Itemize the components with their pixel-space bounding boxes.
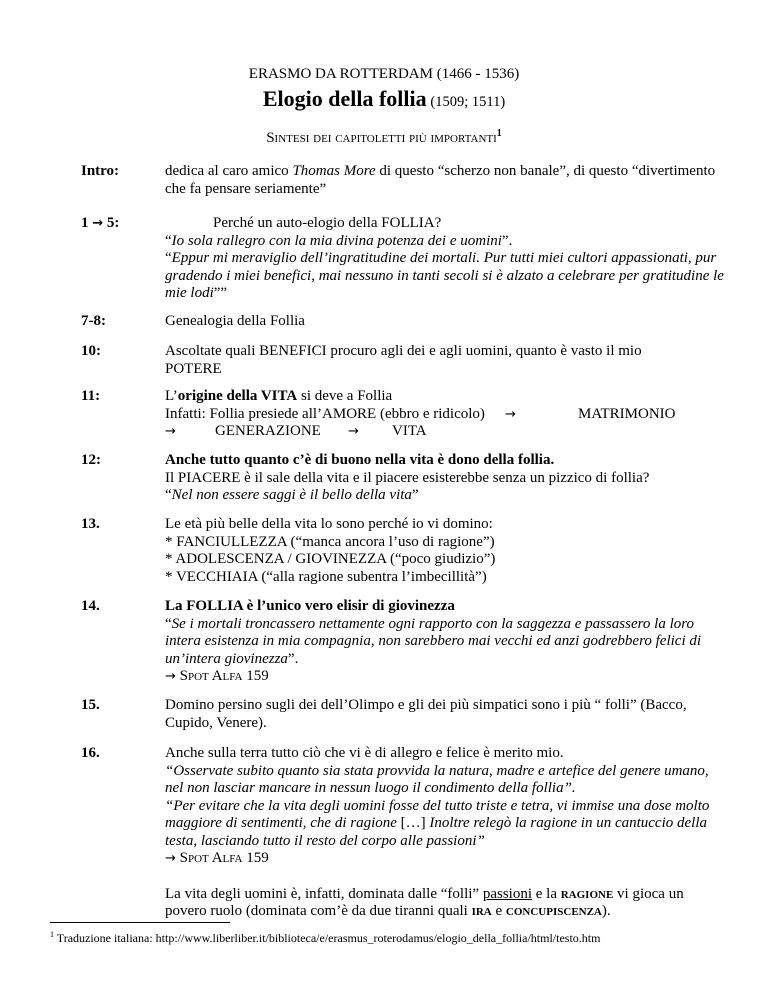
subtitle-text: Sintesi dei capitoletti più importanti bbox=[266, 130, 497, 146]
entry-text bbox=[165, 215, 725, 303]
arrow-right-icon: → bbox=[92, 216, 104, 231]
entry-label: 14. bbox=[81, 598, 100, 614]
text-line: Perché un auto-elogio della FOLLIA? bbox=[213, 215, 442, 231]
text-line: Le età più belle della vita lo sono perché io vi domino: bbox=[165, 516, 493, 532]
text-span: VITA bbox=[392, 423, 427, 439]
text-span: Thomas More bbox=[292, 163, 376, 179]
document-title: Elogio della follia bbox=[262, 86, 427, 111]
arrow-right-icon: → bbox=[165, 669, 176, 684]
entry-text bbox=[165, 388, 725, 441]
document-dates: (1509; 1511) bbox=[430, 94, 506, 110]
document-title-line bbox=[0, 86, 768, 112]
footnote bbox=[50, 930, 600, 946]
entry-label: 11: bbox=[81, 388, 101, 404]
footnote-marker: 1 bbox=[496, 128, 502, 139]
entry-text: Domino persino sugli dei dell’Olimpo e gli dei più simpatici sono i più “ folli” (Bacco, Cupido, Venere). bbox=[165, 697, 687, 731]
quote-2: “Per evitare che la vita degli uomini fosse del tutto triste e tetra, vi immise una dose molto maggiore di sentimenti, che di ragione […] Inoltre relegò la ragione in un cantuccio della testa, lasciando tutto il resto del corpo alle passioni” bbox=[165, 797, 710, 849]
reference-text: Spot Alfa 159 bbox=[179, 850, 269, 866]
arrow-right-icon: → bbox=[348, 424, 359, 439]
text-line bbox=[165, 423, 725, 441]
closing-paragraph: La vita degli uomini è, infatti, dominata dalle “folli” passioni e la ragione vi gioca un povero ruolo (dominata com’è da due tiranni quali ira e concupiscenza). bbox=[165, 885, 684, 919]
reference-line bbox=[165, 668, 725, 686]
entry-text: Genealogia della Follia bbox=[165, 313, 305, 329]
reference-text: Spot Alfa 159 bbox=[179, 668, 269, 684]
text-line: “Nel non essere saggi è il bello della vita” bbox=[165, 487, 419, 503]
entry-text bbox=[165, 745, 720, 921]
entry-label: 16. bbox=[81, 745, 100, 761]
text-span: dedica al caro amico bbox=[165, 163, 293, 179]
arrow-right-icon: → bbox=[165, 851, 176, 866]
entry-label bbox=[81, 215, 119, 232]
arrow-right-icon: → bbox=[505, 406, 516, 422]
quote-1: “Io sola rallegro con la mia divina potenza dei e uomini”. bbox=[165, 232, 513, 249]
text-line: Anche sulla terra tutto ciò che vi è di allegro e felice è merito mio. bbox=[165, 745, 564, 761]
text-span: MATRIMONIO bbox=[578, 405, 676, 422]
text-line: Infatti: Follia presiede all’AMORE (ebbro e ridicolo) → MATRIMONIO bbox=[165, 405, 676, 422]
quote: “Se i mortali troncassero nettamente ogni rapporto con la saggezza e passassero la loro intera esistenza in mia compagnia, non sarebbero mai vecchi ed anzi godrebbero felici di un’intera giovinezza”. bbox=[165, 615, 702, 667]
label-part: 5: bbox=[106, 215, 120, 231]
entry-text bbox=[165, 598, 725, 686]
text-line: * ADOLESCENZA / GIOVINEZZA (“poco giudizio”) bbox=[165, 551, 496, 567]
text-span: GENERAZIONE bbox=[215, 423, 321, 439]
arrow-right-icon: → bbox=[165, 424, 176, 439]
text-line: Il PIACERE è il sale della vita e il piacere esisterebbe senza un pizzico di follia? bbox=[165, 469, 650, 486]
footnote-divider bbox=[50, 922, 230, 923]
text-line: La FOLLIA è l’unico vero elisir di giovinezza bbox=[165, 598, 455, 614]
entry-text: Ascoltate quali BENEFICI procuro agli dei e agli uomini, quanto è vasto il mio POTERE bbox=[165, 343, 642, 377]
entry-label: 7-8: bbox=[81, 313, 106, 329]
reference-line bbox=[165, 850, 720, 868]
section-subtitle bbox=[0, 128, 768, 147]
quote-2: “Eppur mi meraviglio dell’ingratitudine dei mortali. Pur tutti miei cultori appassionati, pur gradendo i miei benefici, mai nessuno in tanti secoli si è alzato a celebrare per gratitudine le mie lodi”” bbox=[165, 250, 724, 301]
entry-text bbox=[165, 516, 725, 586]
author-line: ERASMO DA ROTTERDAM (1466 - 1536) bbox=[248, 66, 520, 82]
text-line: L’origine della VITA si deve a Follia bbox=[165, 388, 393, 404]
text-line: Anche tutto quanto c’è di buono nella vita è dono della follia. bbox=[165, 452, 555, 468]
entry-label: 12: bbox=[81, 452, 101, 468]
footnote-number: 1 bbox=[50, 930, 54, 939]
entry-text bbox=[165, 452, 735, 505]
footnote-text: Traduzione italiana: http://www.liberliber.it/biblioteca/e/erasmus_roterodamus/elogio_della_follia/html/testo.htm bbox=[54, 931, 601, 945]
entry-label: 10: bbox=[81, 343, 101, 359]
quote-1: “Osservate subito quanto sia stata provvida la natura, madre e artefice del genere umano, nel non lasciar mancare in nessun luogo il condimento della follia”. bbox=[165, 762, 709, 796]
entry-label: Intro: bbox=[81, 163, 120, 179]
entry-text bbox=[165, 163, 725, 198]
entry-label: 13. bbox=[81, 516, 100, 532]
label-part: 1 bbox=[81, 215, 89, 231]
entry-label: 15. bbox=[81, 697, 100, 713]
text-span: di questo “scherzo non banale”, di questo “divertimento che fa pensare seriamente” bbox=[165, 163, 716, 197]
text-line: * VECCHIAIA (“alla ragione subentra l’imbecillità”) bbox=[165, 568, 487, 585]
text-line: * FANCIULLEZZA (“manca ancora l’uso di ragione”) bbox=[165, 533, 495, 550]
